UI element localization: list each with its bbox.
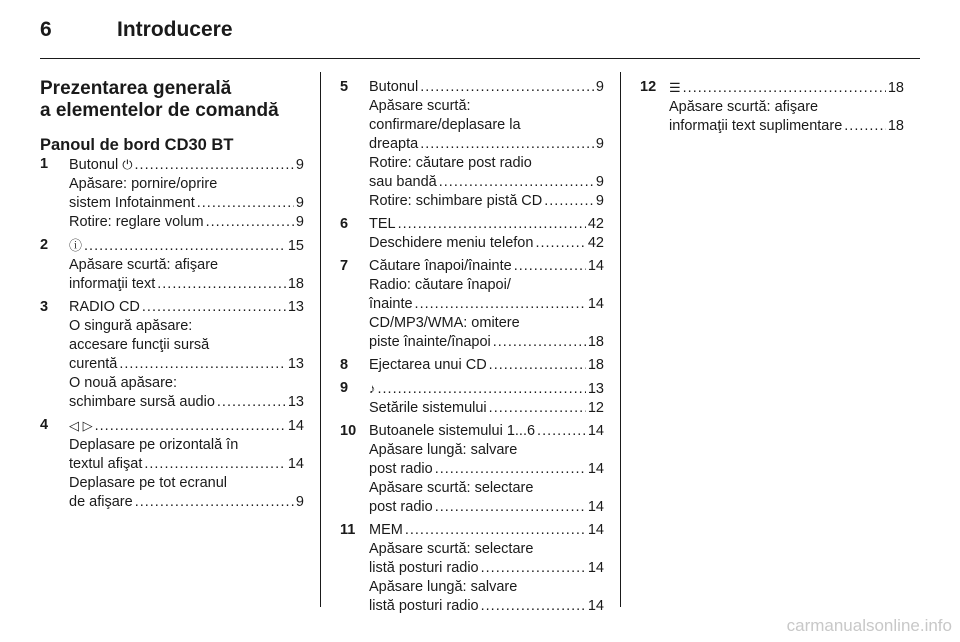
item-label: O nouă apăsare:: [69, 375, 178, 391]
item-number: 10: [340, 423, 357, 439]
column-2: [340, 78, 604, 620]
item-text: [369, 559, 479, 578]
item-line: [69, 194, 304, 213]
dot-leader: [420, 78, 594, 97]
item-line: [369, 295, 604, 314]
item-line: [369, 333, 604, 352]
item-text: [369, 597, 479, 616]
item-label: post radio: [369, 461, 433, 477]
page-reference: 14: [587, 560, 604, 576]
page-reference: 14: [287, 418, 304, 434]
dot-leader: [135, 493, 294, 512]
item-line: [69, 155, 304, 175]
item-text: [369, 257, 512, 276]
dot-leader: [844, 117, 886, 136]
item-text: [369, 173, 437, 192]
item-text: [69, 436, 238, 455]
item-label: Apăsare: pornire/oprire: [69, 176, 218, 192]
item-text: [69, 175, 217, 194]
page-reference: 14: [587, 296, 604, 312]
dot-leader: [95, 417, 286, 436]
item-text: [69, 317, 192, 336]
page-reference: 14: [587, 522, 604, 538]
item-label: Rotire: schimbare pistă CD: [369, 193, 543, 209]
watermark: carmanualsonline.info: [786, 616, 952, 635]
item-label: curentă: [69, 356, 118, 372]
item-line: [369, 234, 604, 253]
dot-leader: [435, 498, 586, 517]
item-text: [369, 399, 487, 418]
list-item: [340, 422, 604, 517]
page-reference: 18: [887, 118, 904, 134]
item-label: Deplasare pe orizontală în: [69, 437, 239, 453]
page-reference: 18: [587, 357, 604, 373]
item-line: [369, 479, 604, 498]
item-label: dreapta: [369, 136, 419, 152]
page-reference: 18: [887, 80, 904, 96]
item-text: [369, 356, 487, 375]
item-number: 1: [40, 156, 49, 172]
item-text: [69, 416, 93, 436]
item-text: [369, 295, 413, 314]
item-line: [369, 441, 604, 460]
list-item: [340, 215, 604, 253]
item-text: [69, 374, 177, 393]
dot-leader: [481, 559, 586, 578]
item-label: Rotire: căutare post radio: [369, 155, 532, 171]
item-text: [669, 78, 681, 98]
control-list: [40, 155, 304, 512]
page-reference: 12: [587, 400, 604, 416]
item-text: [669, 98, 818, 117]
item-text: [69, 236, 82, 256]
page-reference: 13: [287, 356, 304, 372]
dot-leader: [142, 298, 286, 317]
item-text: [369, 441, 517, 460]
header-rule: [40, 58, 920, 59]
item-label: post radio: [369, 499, 433, 515]
item-text: [369, 521, 403, 540]
dot-leader: [405, 521, 586, 540]
item-text: [369, 116, 521, 135]
item-label: textul afişat: [69, 456, 143, 472]
item-line: [369, 540, 604, 559]
item-line: [369, 422, 604, 441]
item-label: Butonul: [69, 157, 119, 173]
item-text: [369, 78, 418, 97]
dot-leader: [683, 79, 886, 98]
dot-leader: [514, 257, 586, 276]
item-label: listă posturi radio: [369, 560, 479, 576]
item-line: [69, 336, 304, 355]
item-label: TEL: [369, 216, 396, 232]
item-line: [369, 135, 604, 154]
item-label: accesare funcţii sursă: [69, 337, 210, 353]
list-item: [340, 78, 604, 211]
item-line: [69, 355, 304, 374]
item-text: [69, 336, 209, 355]
item-line: [369, 154, 604, 173]
item-text: [369, 540, 533, 559]
page-reference: 9: [595, 79, 604, 95]
item-text: [369, 498, 433, 517]
item-label: Apăsare lungă: salvare: [369, 442, 518, 458]
item-line: [369, 356, 604, 375]
dot-leader: [197, 194, 294, 213]
item-line: [369, 116, 604, 135]
text-info-icon: ☰: [669, 80, 681, 95]
column-divider: [620, 72, 621, 607]
dot-leader: [217, 393, 286, 412]
item-label: Radio: căutare înapoi/: [369, 277, 511, 293]
dot-leader: [489, 399, 586, 418]
control-list: [640, 78, 904, 136]
item-number: 8: [340, 357, 349, 373]
item-label: Butoanele sistemului 1...6: [369, 423, 536, 439]
list-item: [340, 356, 604, 375]
item-text: [69, 493, 133, 512]
page-reference: 9: [595, 136, 604, 152]
item-line: [69, 317, 304, 336]
item-label: Ejectarea unui CD: [369, 357, 487, 373]
page-reference: 9: [295, 494, 304, 510]
item-label: confirmare/deplasare la: [369, 117, 521, 133]
page-number: 6: [40, 18, 52, 41]
item-label: RADIO CD: [69, 299, 140, 315]
page-reference: 14: [587, 598, 604, 614]
left-right-arrows-icon: ◁ ▷: [69, 418, 93, 433]
item-text: [369, 578, 517, 597]
dot-leader: [378, 380, 586, 399]
item-label: sistem Infotainment: [69, 195, 195, 211]
item-label: MEM: [369, 522, 403, 538]
page-reference: 42: [587, 216, 604, 232]
item-number: 6: [340, 216, 349, 232]
item-line: [69, 474, 304, 493]
item-line: [69, 416, 304, 436]
item-line: [69, 256, 304, 275]
page-title: Introducere: [117, 18, 233, 41]
page-reference: 9: [295, 214, 304, 230]
section-heading-line-2: a elementelor de comandă: [40, 100, 279, 121]
item-line: [369, 578, 604, 597]
item-line: [69, 275, 304, 294]
dot-leader: [535, 234, 585, 253]
page-reference: 14: [287, 456, 304, 472]
dot-leader: [206, 213, 294, 232]
item-label: înainte: [369, 296, 413, 312]
dot-leader: [481, 597, 586, 616]
item-label: Apăsare scurtă: selectare: [369, 480, 534, 496]
item-line: [69, 455, 304, 474]
item-label: Apăsare scurtă: afişare: [669, 99, 819, 115]
item-line: [369, 559, 604, 578]
page-reference: 13: [287, 394, 304, 410]
item-number: 9: [340, 380, 349, 396]
item-line: [669, 117, 904, 136]
dot-leader: [435, 460, 586, 479]
item-label: Deschidere meniu telefon: [369, 235, 534, 251]
item-text: [69, 474, 227, 493]
item-text: [369, 460, 433, 479]
item-text: [69, 275, 155, 294]
page-reference: 9: [595, 193, 604, 209]
list-item: [40, 298, 304, 412]
item-text: [369, 97, 471, 116]
item-label: Apăsare lungă: salvare: [369, 579, 518, 595]
item-line: [69, 298, 304, 317]
page-reference: 13: [287, 299, 304, 315]
item-number: 12: [640, 79, 657, 95]
item-text: [69, 298, 140, 317]
dot-leader: [119, 355, 285, 374]
dot-leader: [493, 333, 586, 352]
item-line: [369, 192, 604, 211]
column-1: [40, 78, 304, 516]
item-line: [369, 173, 604, 192]
item-text: [69, 393, 215, 412]
control-list: [340, 78, 604, 616]
item-text: [369, 234, 533, 253]
item-line: [69, 236, 304, 256]
item-label: Apăsare scurtă:: [369, 98, 471, 114]
item-text: [669, 117, 842, 136]
subsection-heading: Panoul de bord CD30 BT: [40, 136, 234, 154]
dot-leader: [415, 295, 586, 314]
item-text: [369, 314, 520, 333]
item-text: [69, 155, 133, 175]
page-reference: 9: [295, 195, 304, 211]
item-text: [369, 154, 532, 173]
item-number: 3: [40, 299, 49, 315]
item-line: [69, 393, 304, 412]
dot-leader: [84, 237, 286, 256]
item-text: [69, 194, 195, 213]
list-item: [340, 257, 604, 352]
item-label: Butonul: [369, 79, 419, 95]
item-line: [369, 399, 604, 418]
item-line: [369, 276, 604, 295]
list-item: [40, 155, 304, 232]
item-text: [369, 422, 535, 441]
item-line: [369, 379, 604, 399]
item-line: [369, 97, 604, 116]
item-label: Deplasare pe tot ecranul: [69, 475, 227, 491]
dot-leader: [135, 156, 294, 175]
item-line: [669, 78, 904, 98]
list-item: [40, 416, 304, 512]
dot-leader: [544, 192, 594, 211]
item-label: Căutare înapoi/înainte: [369, 258, 512, 274]
item-text: [369, 379, 376, 399]
item-label: schimbare sursă audio: [69, 394, 215, 410]
item-label: piste înainte/înapoi: [369, 334, 491, 350]
page-reference: 14: [587, 499, 604, 515]
item-line: [69, 493, 304, 512]
page-reference: 14: [587, 461, 604, 477]
item-line: [69, 436, 304, 455]
page-header: [40, 18, 920, 48]
section-heading: [40, 78, 304, 122]
column-3: [640, 78, 904, 140]
page-reference: 14: [587, 258, 604, 274]
item-line: [669, 98, 904, 117]
item-label: O singură apăsare:: [69, 318, 193, 334]
item-line: [69, 374, 304, 393]
sound-settings-icon: ♪: [369, 381, 376, 396]
item-line: [369, 521, 604, 540]
item-label: CD/MP3/WMA: omitere: [369, 315, 520, 331]
item-text: [69, 213, 204, 232]
list-item: [340, 379, 604, 418]
dot-leader: [420, 135, 594, 154]
list-item: [640, 78, 904, 136]
item-line: [369, 498, 604, 517]
item-label: sau bandă: [369, 174, 437, 190]
item-label: listă posturi radio: [369, 598, 479, 614]
item-number: 7: [340, 258, 349, 274]
item-text: [369, 479, 533, 498]
item-number: 5: [340, 79, 349, 95]
page-reference: 14: [587, 423, 604, 439]
item-line: [369, 78, 604, 97]
section-heading-line-1: Prezentarea generală: [40, 78, 232, 99]
item-label: informaţii text suplimentare: [669, 118, 843, 134]
item-text: [369, 192, 542, 211]
dot-leader: [439, 173, 594, 192]
item-line: [369, 257, 604, 276]
page-reference: 42: [587, 235, 604, 251]
dot-leader: [144, 455, 286, 474]
page-reference: 9: [595, 174, 604, 190]
item-label: Apăsare scurtă: afişare: [69, 257, 219, 273]
item-text: [369, 276, 511, 295]
item-label: informaţii text: [69, 276, 156, 292]
item-line: [369, 314, 604, 333]
item-label: de afişare: [69, 494, 133, 510]
list-item: [40, 236, 304, 294]
item-text: [69, 455, 142, 474]
page-reference: 13: [587, 381, 604, 397]
list-item: [340, 521, 604, 616]
item-text: [369, 333, 491, 352]
item-label: Setările sistemului: [369, 400, 487, 416]
item-text: [369, 135, 418, 154]
power-icon: ⏻: [122, 157, 133, 172]
item-number: 4: [40, 417, 49, 433]
item-number: 2: [40, 237, 49, 253]
item-label: Rotire: reglare volum: [69, 214, 204, 230]
item-line: [69, 213, 304, 232]
item-label: Apăsare scurtă: selectare: [369, 541, 534, 557]
column-divider: [320, 72, 321, 607]
page-reference: 15: [287, 238, 304, 254]
item-line: [369, 597, 604, 616]
page-reference: 18: [587, 334, 604, 350]
dot-leader: [489, 356, 586, 375]
page-reference: 18: [287, 276, 304, 292]
item-text: [69, 256, 218, 275]
dot-leader: [537, 422, 586, 441]
dot-leader: [398, 215, 586, 234]
item-line: [369, 460, 604, 479]
item-text: [369, 215, 396, 234]
dot-leader: [157, 275, 286, 294]
item-text: [69, 355, 117, 374]
item-line: [369, 215, 604, 234]
info-icon: ⓘ: [69, 238, 83, 253]
item-line: [69, 175, 304, 194]
item-number: 11: [340, 522, 356, 538]
page-reference: 9: [295, 157, 304, 173]
